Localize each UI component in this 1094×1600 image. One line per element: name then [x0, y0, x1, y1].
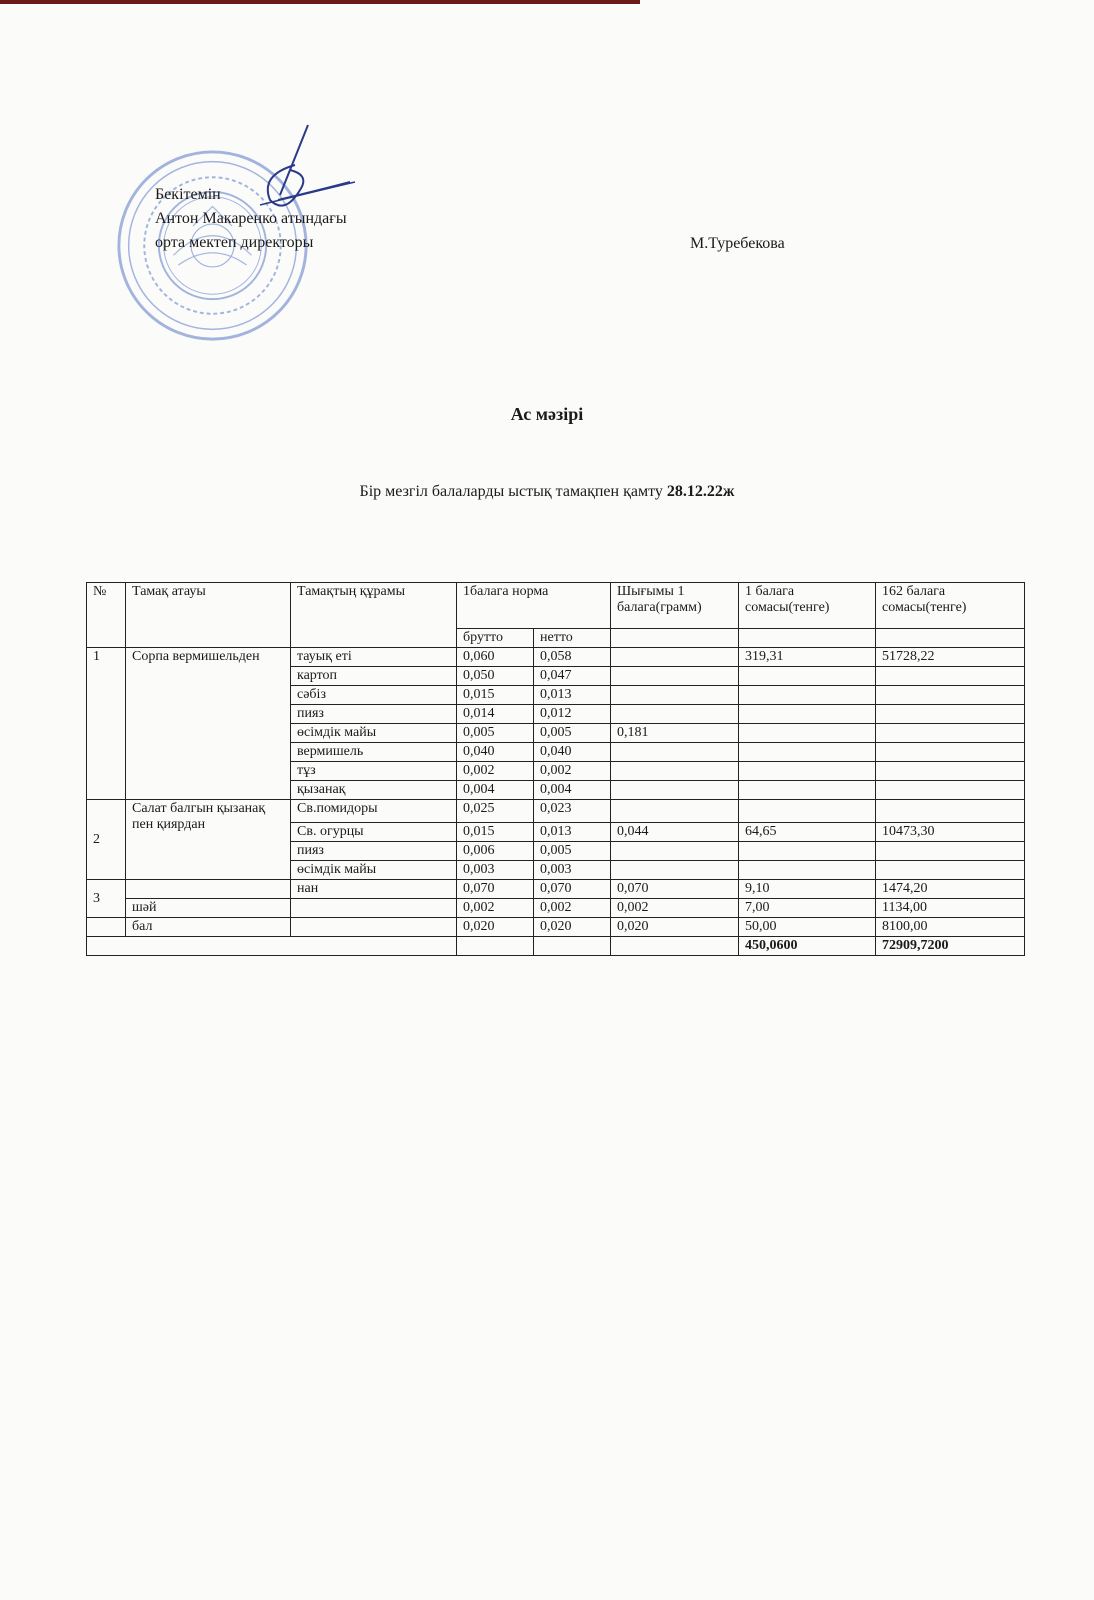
director-name: М.Туребекова — [690, 235, 785, 252]
header-price-total: 162 балага сомасы(тенге) — [876, 583, 1025, 629]
row-price-total — [876, 800, 1025, 823]
row-dish: бал — [126, 918, 291, 937]
row-price-one: 64,65 — [739, 823, 876, 842]
header-composition: Тамақтың құрамы — [291, 583, 457, 648]
row-brutto: 0,020 — [457, 918, 534, 937]
row-item: Св. огурцы — [291, 823, 457, 842]
row-item — [291, 918, 457, 937]
subtitle-date: 28.12.22ж — [666, 483, 735, 500]
row-item: тұз — [291, 762, 457, 781]
empty-cell — [611, 937, 739, 956]
row-item: өсімдік майы — [291, 861, 457, 880]
row-item: картоп — [291, 667, 457, 686]
document-subtitle — [0, 483, 1094, 501]
row-yield — [611, 781, 739, 800]
row-item: сәбіз — [291, 686, 457, 705]
row-price-total: 51728,22 — [876, 648, 1025, 667]
row-price-total: 10473,30 — [876, 823, 1025, 842]
row-yield — [611, 648, 739, 667]
row-netto: 0,012 — [534, 705, 611, 724]
row-dish: шәй — [126, 899, 291, 918]
row-netto: 0,004 — [534, 781, 611, 800]
header-price-one: 1 балага сомасы(тенге) — [739, 583, 876, 629]
row-price-total — [876, 781, 1025, 800]
row-num: 1 — [87, 648, 126, 800]
empty-cell — [611, 629, 739, 648]
menu-table — [86, 582, 1025, 956]
row-price-one: 50,00 — [739, 918, 876, 937]
row-netto: 0,005 — [534, 724, 611, 743]
header-dish: Тамақ атауы — [126, 583, 291, 648]
row-netto: 0,047 — [534, 667, 611, 686]
row-price-one — [739, 861, 876, 880]
row-netto: 0,020 — [534, 918, 611, 937]
row-price-one — [739, 762, 876, 781]
row-yield — [611, 705, 739, 724]
row-dish: Салат балгын қызанақ пен қиярдан — [126, 800, 291, 880]
row-price-total — [876, 861, 1025, 880]
row-yield — [611, 686, 739, 705]
row-price-total — [876, 842, 1025, 861]
empty-cell — [534, 937, 611, 956]
row-item: өсімдік майы — [291, 724, 457, 743]
row-item: Св.помидоры — [291, 800, 457, 823]
header-yield: Шығымы 1 балага(грамм) — [611, 583, 739, 629]
totals-row — [87, 937, 1025, 956]
header-brutto: брутто — [457, 629, 534, 648]
row-brutto: 0,014 — [457, 705, 534, 724]
scan-top-edge — [0, 0, 640, 4]
row-price-total — [876, 667, 1025, 686]
row-netto: 0,003 — [534, 861, 611, 880]
row-price-total: 1134,00 — [876, 899, 1025, 918]
empty-cell — [87, 937, 457, 956]
row-yield — [611, 800, 739, 823]
table-header-row — [87, 583, 1025, 629]
row-yield — [611, 762, 739, 781]
row-dish: Сорпа вермишельден — [126, 648, 291, 800]
row-brutto: 0,040 — [457, 743, 534, 762]
approval-line-approve: Бекітемін — [155, 186, 221, 203]
row-yield — [611, 743, 739, 762]
row-brutto: 0,015 — [457, 686, 534, 705]
row-brutto: 0,060 — [457, 648, 534, 667]
row-price-one: 7,00 — [739, 899, 876, 918]
row-yield: 0,020 — [611, 918, 739, 937]
row-price-one: 319,31 — [739, 648, 876, 667]
total-price-one: 450,0600 — [739, 937, 876, 956]
row-yield — [611, 861, 739, 880]
row-price-total — [876, 686, 1025, 705]
header-num: № — [87, 583, 126, 648]
header-norm: 1балага норма — [457, 583, 611, 629]
row-price-total — [876, 705, 1025, 724]
row-netto: 0,040 — [534, 743, 611, 762]
row-brutto: 0,070 — [457, 880, 534, 899]
row-item: вермишель — [291, 743, 457, 762]
row-dish — [126, 880, 291, 899]
row-brutto: 0,050 — [457, 667, 534, 686]
row-netto: 0,002 — [534, 899, 611, 918]
row-item: пияз — [291, 705, 457, 724]
row-price-total — [876, 724, 1025, 743]
row-num — [87, 918, 126, 937]
row-price-total: 8100,00 — [876, 918, 1025, 937]
row-price-one — [739, 800, 876, 823]
row-brutto: 0,004 — [457, 781, 534, 800]
row-brutto: 0,002 — [457, 762, 534, 781]
row-netto: 0,023 — [534, 800, 611, 823]
row-price-one — [739, 842, 876, 861]
row-yield: 0,070 — [611, 880, 739, 899]
row-brutto: 0,003 — [457, 861, 534, 880]
row-yield: 0,044 — [611, 823, 739, 842]
row-netto: 0,070 — [534, 880, 611, 899]
row-price-one — [739, 781, 876, 800]
row-price-total: 1474,20 — [876, 880, 1025, 899]
row-price-one — [739, 724, 876, 743]
row-yield — [611, 667, 739, 686]
document-title: Ас мәзірі — [510, 404, 584, 424]
table-row — [87, 899, 1025, 918]
table-row — [87, 880, 1025, 899]
row-item: нан — [291, 880, 457, 899]
row-price-one: 9,10 — [739, 880, 876, 899]
total-price-total: 72909,7200 — [876, 937, 1025, 956]
row-price-one — [739, 667, 876, 686]
row-num: 2 — [87, 800, 126, 880]
row-price-one — [739, 743, 876, 762]
row-brutto: 0,025 — [457, 800, 534, 823]
row-item: қызанақ — [291, 781, 457, 800]
row-price-one — [739, 686, 876, 705]
row-yield: 0,002 — [611, 899, 739, 918]
row-price-one — [739, 705, 876, 724]
row-item: тауық еті — [291, 648, 457, 667]
empty-cell — [457, 937, 534, 956]
row-brutto: 0,005 — [457, 724, 534, 743]
row-num: 3 — [87, 880, 126, 918]
row-netto: 0,058 — [534, 648, 611, 667]
row-brutto: 0,015 — [457, 823, 534, 842]
row-item — [291, 899, 457, 918]
approval-line-school: Антон Макаренко атындағы — [155, 210, 347, 227]
empty-cell — [739, 629, 876, 648]
header-netto: нетто — [534, 629, 611, 648]
row-netto: 0,002 — [534, 762, 611, 781]
approval-line-director: орта мектеп директоры — [155, 234, 314, 251]
row-yield: 0,181 — [611, 724, 739, 743]
row-price-total — [876, 743, 1025, 762]
row-brutto: 0,006 — [457, 842, 534, 861]
table-row — [87, 800, 1025, 823]
row-netto: 0,013 — [534, 823, 611, 842]
row-brutto: 0,002 — [457, 899, 534, 918]
approval-block — [155, 183, 347, 255]
empty-cell — [876, 629, 1025, 648]
row-netto: 0,005 — [534, 842, 611, 861]
row-item: пияз — [291, 842, 457, 861]
table-row — [87, 918, 1025, 937]
row-netto: 0,013 — [534, 686, 611, 705]
row-yield — [611, 842, 739, 861]
table-row — [87, 648, 1025, 667]
row-price-total — [876, 762, 1025, 781]
subtitle-text: Бір мезгіл балаларды ыстық тамақпен қамту — [359, 483, 667, 500]
